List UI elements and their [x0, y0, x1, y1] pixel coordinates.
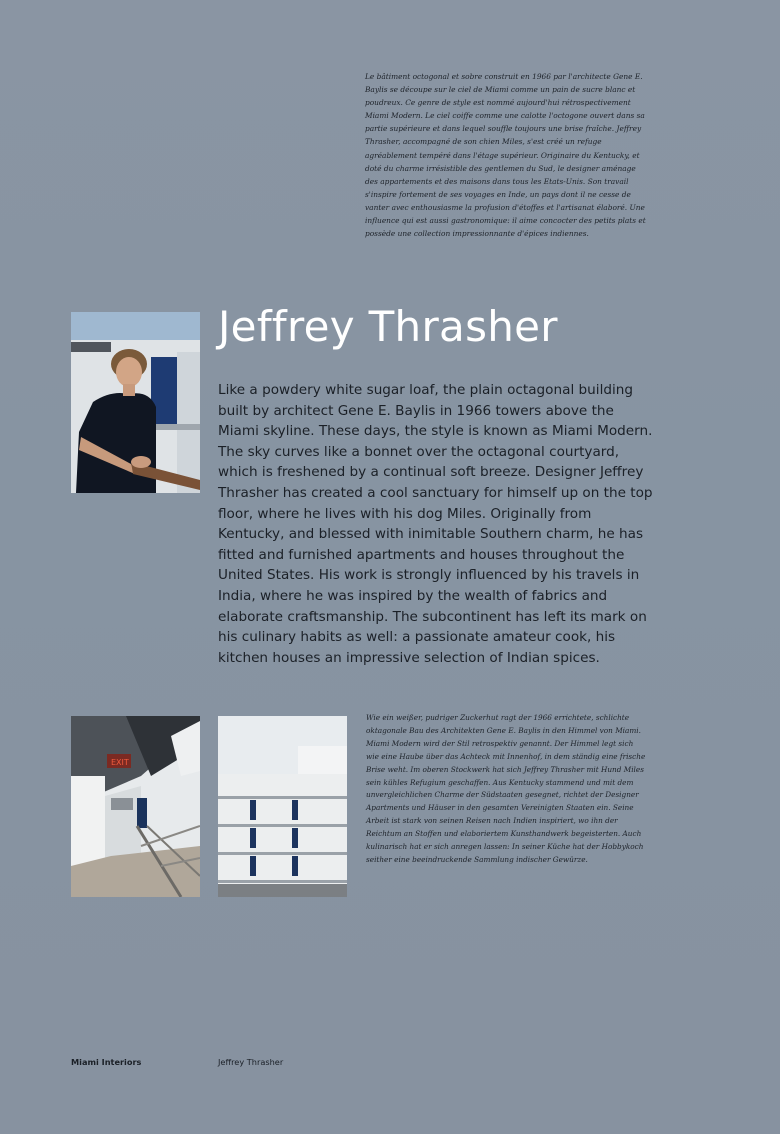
footer-chapter-name: Jeffrey Thrasher: [218, 1057, 284, 1067]
hallway-photo: [71, 716, 200, 897]
german-paragraph: Wie ein weißer, pudriger Zuckerhut ragt der 1966 errichtete, schlichte oktagonale Bau des Architekten Gene E. Baylis in den Himmel von Miami. Miami Modern wird der Stil retrospektiv genannt. Der Himmel legt sich wie eine Haube über das Achteck mit Innenhof, in dem ständig eine frische Brise weht. Im oberen Stockwerk hat sich Jeffrey Thrasher mit Hund Miles sein kühles Refugium geschaffen. Aus Kentucky stammend und mit dem unvergleichlichen Charme der Südstaaten gesegnet, richtet der Designer Apartments und Häuser in den gesamten Vereinigten Staaten ein. Seine Arbeit ist stark von seinen Reisen nach Indien inspiriert, wo ihn der Reichtum an Stoffen und elaboriertem Kunsthandwerk begeisterten. Auch kulinarisch hat er sich anregen lassen: In seiner Küche hat der Hobbykoch seither eine beeindruckende Sammlung indischer Gewürze.: [366, 713, 646, 864]
french-paragraph: Le bâtiment octogonal et sobre construit en 1966 par l'architecte Gene E. Baylis se découpe sur le ciel de Miami comme un pain de sucre blanc et poudreux. Ce genre de style est nommé aujourd'hui rétrospectivement Miami Modern. Le ciel coiffe comme une calotte l'octogone ouvert dans sa partie supérieure et dans lequel souffle toujours une brise fraîche. Jeffrey Thrasher, accompagné de son chien Miles, s'est créé un refuge agréablement tempéré dans l'étage supérieur. Originaire du Kentucky, et doté du charme irrésistible des gentlemen du Sud, le designer aménage des appartements et des maisons dans tous les Etats-Unis. Son travail s'inspire fortement de ses voyages en Inde, un pays dont il ne cesse de vanter avec enthousiasme la profusion d'étoffes et l'artisanat élaboré. Une influence qui est aussi gastronomique: il aime concocter des petits plats et possède une collection impressionnante d'épices indiennes.: [365, 72, 646, 239]
exit-sign-text: EXIT: [111, 758, 129, 767]
portrait-photo: [71, 312, 200, 493]
courtyard-photo: [218, 716, 347, 897]
english-paragraph: Like a powdery white sugar loaf, the plain octagonal building built by architect Gene E. Baylis in 1966 towers above the Miami skyline. These days, the style is known as Miami Modern. The sky curves like a bonnet over the octagonal courtyard, which is freshened by a continual soft breeze. Designer Jeffrey Thrasher has created a cool sanctuary for himself up on the top floor, where he lives with his dog Miles. Originally from Kentucky, and blessed with inimitable Southern charm, he has fitted and furnished apartments and houses throughout the United States. His work is strongly influenced by his travels in India, where he was inspired by the wealth of fabrics and elaborate craftsmanship. The subcontinent has left its mark on his culinary habits as well: a passionate amateur cook, his kitchen houses an impressive selection of Indian spices.: [218, 382, 653, 666]
page-title: Jeffrey Thrasher: [218, 302, 558, 351]
footer-book-title: Miami Interiors: [71, 1057, 142, 1067]
